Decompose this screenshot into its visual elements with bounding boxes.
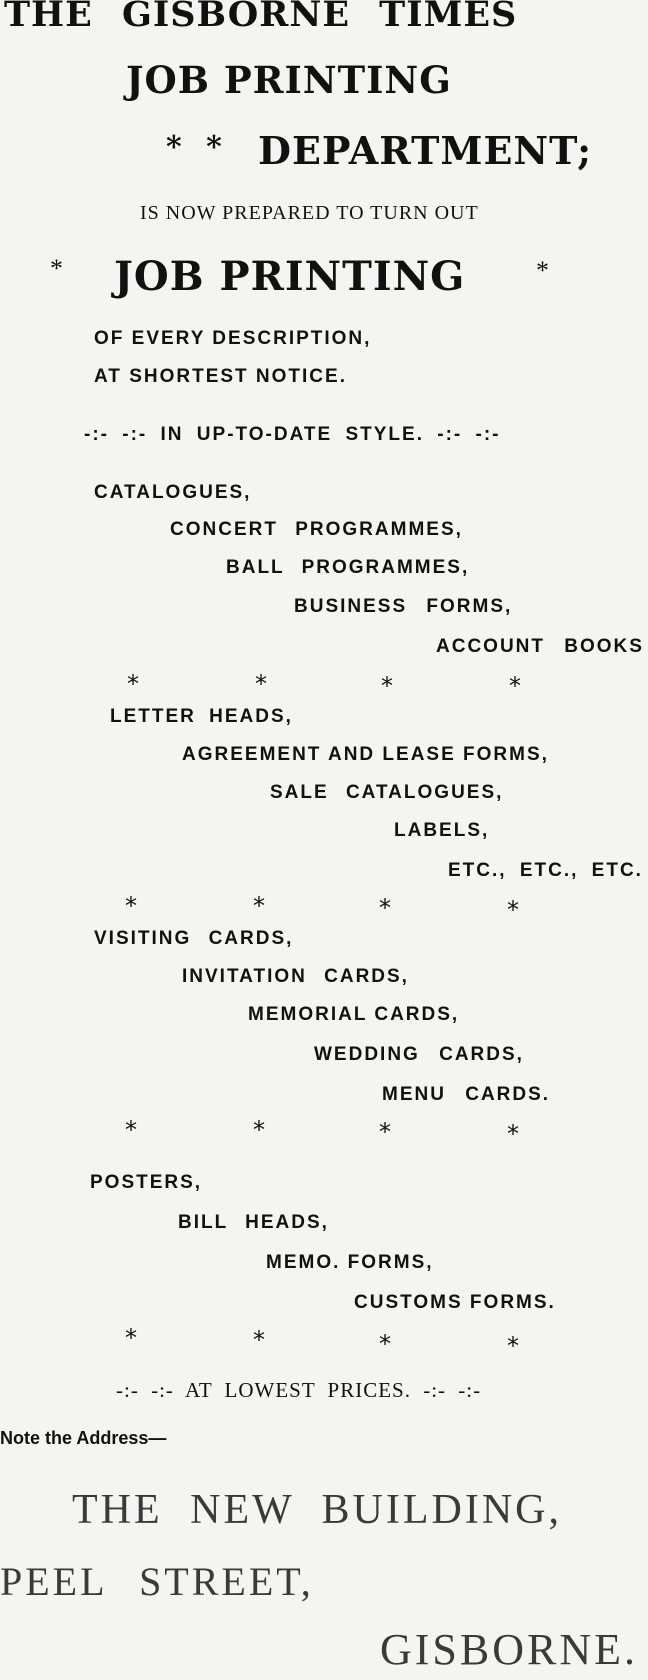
style-line: -:- -:- IN UP-TO-DATE STYLE. -:- -:-: [84, 424, 501, 445]
star-ornament: *: [125, 892, 137, 920]
job-printing-heading: JOB PRINTING: [126, 58, 452, 102]
right-star-ornament: *: [536, 256, 549, 285]
star-ornament: *: [379, 1118, 391, 1146]
list-item: WEDDING CARDS,: [314, 1044, 524, 1065]
job-printing-subheading: JOB PRINTING: [114, 253, 466, 300]
list-item: SALE CATALOGUES,: [270, 782, 504, 803]
prepared-line: IS NOW PREPARED TO TURN OUT: [140, 202, 479, 224]
list-item: BILL HEADS,: [178, 1212, 329, 1233]
star-ornament: *: [379, 894, 391, 922]
list-item: POSTERS,: [90, 1172, 203, 1193]
star-ornament: *: [507, 896, 519, 924]
list-item: AGREEMENT AND LEASE FORMS,: [182, 744, 549, 765]
list-item: BUSINESS FORMS,: [294, 596, 513, 617]
left-star-ornament: *: [50, 254, 63, 283]
department-heading: DEPARTMENT;: [258, 128, 593, 173]
star-ornament: *: [507, 1332, 519, 1360]
address-note: Note the Address—: [0, 1428, 167, 1448]
list-item: MEMORIAL CARDS,: [248, 1004, 460, 1025]
list-item: BALL PROGRAMMES,: [226, 557, 470, 578]
list-item: CATALOGUES,: [94, 482, 252, 503]
star-ornament: *: [127, 670, 139, 698]
list-item: ACCOUNT BOOKS: [436, 636, 644, 657]
list-item: INVITATION CARDS,: [182, 966, 409, 987]
star-ornament: *: [507, 1120, 519, 1148]
star-ornament: *: [379, 1330, 391, 1358]
list-item: ETC., ETC., ETC.: [448, 860, 643, 881]
star-ornament: *: [253, 1116, 265, 1144]
star-ornament: *: [509, 672, 521, 700]
star-ornament: *: [255, 670, 267, 698]
address-town: GISBORNE.: [380, 1625, 639, 1674]
star-ornament: *: [125, 1116, 137, 1144]
address-building: THE NEW BUILDING,: [72, 1487, 562, 1533]
star-ornament: *: [381, 672, 393, 700]
star-ornament: *: [125, 1324, 137, 1352]
star-ornament: *: [253, 1326, 265, 1354]
description-line: OF EVERY DESCRIPTION,: [94, 328, 372, 349]
list-item: LABELS,: [394, 820, 490, 841]
list-item: LETTER HEADS,: [110, 706, 293, 727]
list-item: CONCERT PROGRAMMES,: [170, 519, 463, 540]
newspaper-title: THE GISBORNE TIMES: [4, 0, 518, 35]
list-item: VISITING CARDS,: [94, 928, 294, 949]
list-item: MEMO. FORMS,: [266, 1252, 434, 1273]
department-stars: * *: [166, 130, 222, 165]
list-item: MENU CARDS.: [382, 1084, 551, 1105]
notice-line: AT SHORTEST NOTICE.: [94, 366, 347, 387]
address-street: PEEL STREET,: [0, 1559, 314, 1604]
prices-line: -:- -:- AT LOWEST PRICES. -:- -:-: [116, 1378, 482, 1402]
star-ornament: *: [253, 892, 265, 920]
list-item: CUSTOMS FORMS.: [354, 1292, 556, 1313]
